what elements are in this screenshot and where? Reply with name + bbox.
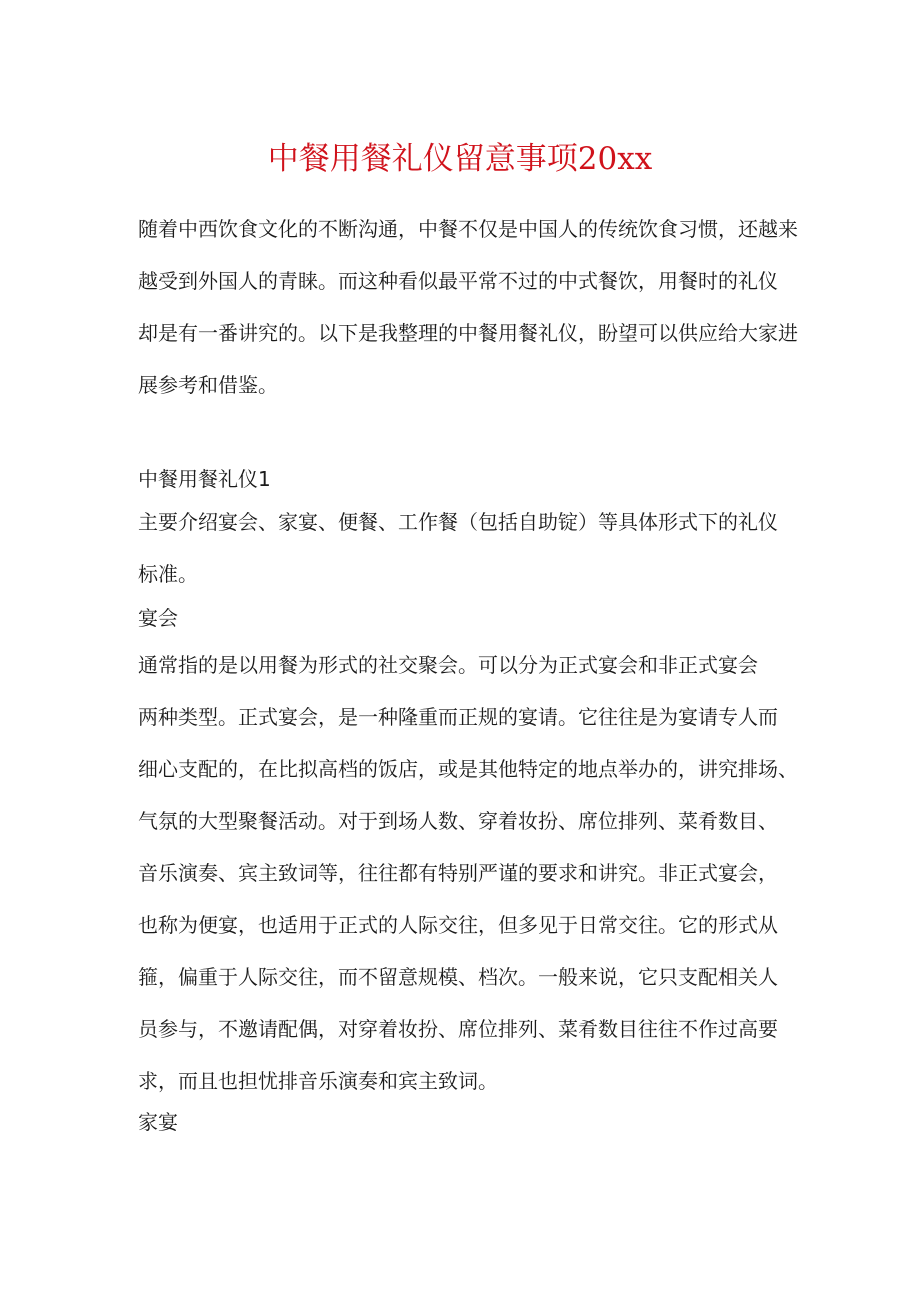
intro-line: 展参考和借鉴。: [138, 373, 278, 397]
family-banquet-heading: 家宴: [138, 1110, 178, 1134]
intro-line: 却是有一番讲究的。以下是我整理的中餐用餐礼仪，盼望可以供应给大家进: [138, 321, 798, 345]
banquet-line: 两种类型。正式宴会，是一种隆重而正规的宴请。它往往是为宴请专人而: [138, 705, 778, 729]
intro-line: 随着中西饮食文化的不断沟通，中餐不仅是中国人的传统饮食习惯，还越来: [138, 217, 798, 241]
banquet-line: 通常指的是以用餐为形式的社交聚会。可以分为正式宴会和非正式宴会: [138, 653, 758, 677]
section1-paragraph: [138, 496, 778, 600]
section1-heading: 中餐用餐礼仪1: [138, 467, 271, 491]
banquet-line: 员参与，不邀请配偶，对穿着妆扮、席位排列、菜肴数目往往不作过高要: [138, 1017, 778, 1041]
banquet-paragraph: [138, 639, 798, 1107]
intro-paragraph: [138, 203, 798, 411]
banquet-heading: 宴会: [138, 606, 178, 630]
section1-line: 标准。: [138, 562, 198, 586]
banquet-line: 箍，偏重于人际交往，而不留意规模、档次。一般来说，它只支配相关人: [138, 965, 778, 989]
banquet-line: 细心支配的，在比拟高档的饭店，或是其他特定的地点举办的，讲究排场、: [138, 757, 798, 781]
banquet-line: 气氛的大型聚餐活动。对于到场人数、穿着妆扮、席位排列、菜肴数目、: [138, 809, 778, 833]
intro-line: 越受到外国人的青睐。而这种看似最平常不过的中式餐饮，用餐时的礼仪: [138, 269, 778, 293]
banquet-line: 求，而且也担忧排音乐演奏和宾主致词。: [138, 1069, 498, 1093]
document-title: 中餐用餐礼仪留意事项20xx: [267, 141, 653, 177]
section1-line: 主要介绍宴会、家宴、便餐、工作餐（包括自助锭）等具体形式下的礼仪: [138, 510, 778, 534]
banquet-line: 也称为便宴，也适用于正式的人际交往，但多见于日常交往。它的形式从: [138, 913, 778, 937]
banquet-line: 音乐演奏、宾主致词等，往往都有特别严谨的要求和讲究。非正式宴会，: [138, 861, 778, 885]
